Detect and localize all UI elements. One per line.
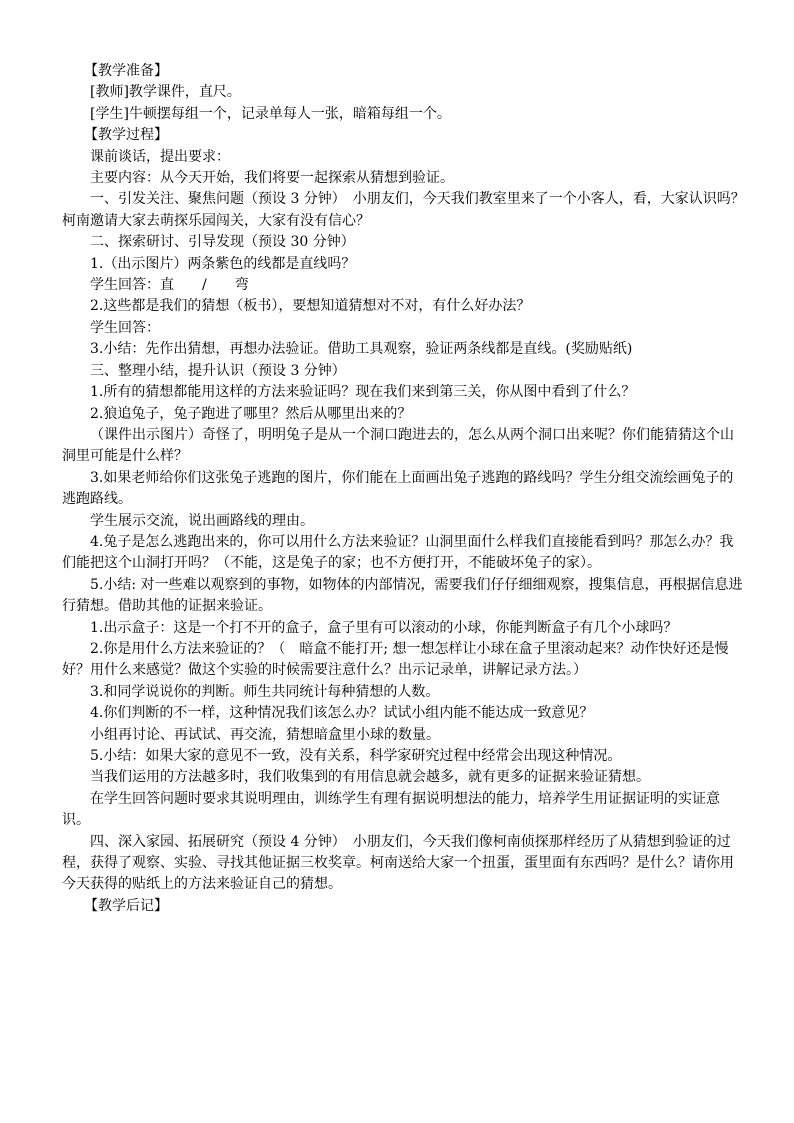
paragraph: 小组再讨论、再试试、再交流，猜想暗盒里小球的数量。: [90, 726, 440, 743]
paragraph: 4.兔子是怎么逃跑出来的，你可以用什么方法来验证？山洞里面什么样我们直接能看到吗？那怎么办？我们能把这个山洞打开吗？（不能，这是兔子的家；也不方便打开，不能破坏兔子的家）。: [62, 533, 734, 572]
paragraph: 5.小结：如果大家的意见不一致，没有关系，科学家研究过程中经常会出现这种情况。: [90, 748, 622, 764]
paragraph: 学生回答：直 / 弯: [90, 277, 249, 294]
heading-teaching-notes: 【教学后记】: [84, 897, 168, 914]
paragraph: 3.如果老师给你们这张兔子逃跑的图片，你们能在上面画出兔子逃跑的路线吗？学生分组交流绘画兔子的逃跑路线。: [62, 469, 734, 508]
paragraph: （课件出示图片）奇怪了，明明兔子是从一个洞口跑进去的，怎么从两个洞口出来呢？你们能猜猜这个山洞里可能是什么样？: [62, 426, 734, 465]
prep-teacher: [教师]教学课件，直尺。: [90, 84, 241, 101]
paragraph: 主要内容：从今天开始，我们将要一起探索从猜想到验证。: [90, 170, 454, 187]
paragraph: 1.所有的猜想都能用这样的方法来验证吗？现在我们来到第三关，你从图中看到了什么？: [90, 384, 636, 401]
paragraph: 2.这些都是我们的猜想（板书），要想知道猜想对不对，有什么好办法？: [90, 298, 531, 315]
prep-student: [学生]牛顿摆每组一个，记录单每人一张，暗箱每组一个。: [90, 105, 451, 122]
paragraph: 2.狼追兔子，兔子跑进了哪里？然后从哪里出来的？: [90, 405, 412, 422]
section-two-heading: 二、探索研讨、引导发现（预设 30 分钟）: [90, 234, 355, 251]
paragraph: 3.小结：先作出猜想，再想办法验证。借助工具观察，验证两条线都是直线。(奖励贴纸): [90, 341, 633, 358]
document-body: [62, 61, 745, 917]
section-three-heading: 三、整理小结，提升认识（预设 3 分钟）: [90, 362, 346, 379]
paragraph: 1.（出示图片）两条紫色的线都是直线吗？: [90, 255, 356, 272]
paragraph: 2.你是用什么方法来验证的？（ 暗盒不能打开; 想一想怎样让小球在盒子里滚动起来？动作快好还是慢好？用什么来感觉？做这个实验的时候需要注意什么？出示记录单，讲解记录方法。）: [62, 640, 729, 679]
paragraph: 3.和同学说说你的判断。师生共同统计每种猜想的人数。: [90, 683, 440, 700]
paragraph: 课前谈话，提出要求：: [90, 148, 230, 165]
heading-teaching-prep: 【教学准备】: [84, 63, 168, 79]
paragraph: 4.你们判断的不一样，这种情况我们该怎么办？试试小组内能不能达成一致意见？: [90, 705, 594, 722]
section-one: 一、引发关注、聚焦问题（预设 3 分钟） 小朋友们，今天我们教室里来了一个小客人，看，大家认识吗？柯南邀请大家去萌探乐园闯关，大家有没有信心？: [62, 191, 745, 229]
section-four: 四、深入家园、拓展研究（预设 4 分钟） 小朋友们，今天我们像柯南侦探那样经历了从猜想到验证的过程，获得了观察、实验、寻找其他证据三枚奖章。柯南送给大家一个扭蛋，蛋里面有东西吗？是什么？请你用今天获得的贴纸上的方法来验证自己的猜想。: [62, 833, 734, 893]
paragraph: 学生展示交流，说出画路线的理由。: [90, 512, 314, 529]
paragraph: 在学生回答问题时要求其说明理由，训练学生有理有据说明想法的能力，培养学生用证据证明的实证意识。: [62, 790, 720, 829]
paragraph: 5.小结: 对一些难以观察到的事物，如物体的内部情况，需要我们仔仔细细观察，搜集信息，再根据信息进行猜想。借助其他的证据来验证。: [62, 576, 743, 615]
paragraph: 1.出示盒子：这是一个打不开的盒子，盒子里有可以滚动的小球，你能判断盒子有几个小球吗？: [90, 619, 678, 636]
paragraph: 学生回答：: [90, 319, 160, 336]
heading-teaching-process: 【教学过程】: [84, 127, 168, 144]
paragraph: 当我们运用的方法越多时，我们收集到的有用信息就会越多，就有更多的证据来验证猜想。: [90, 769, 650, 786]
